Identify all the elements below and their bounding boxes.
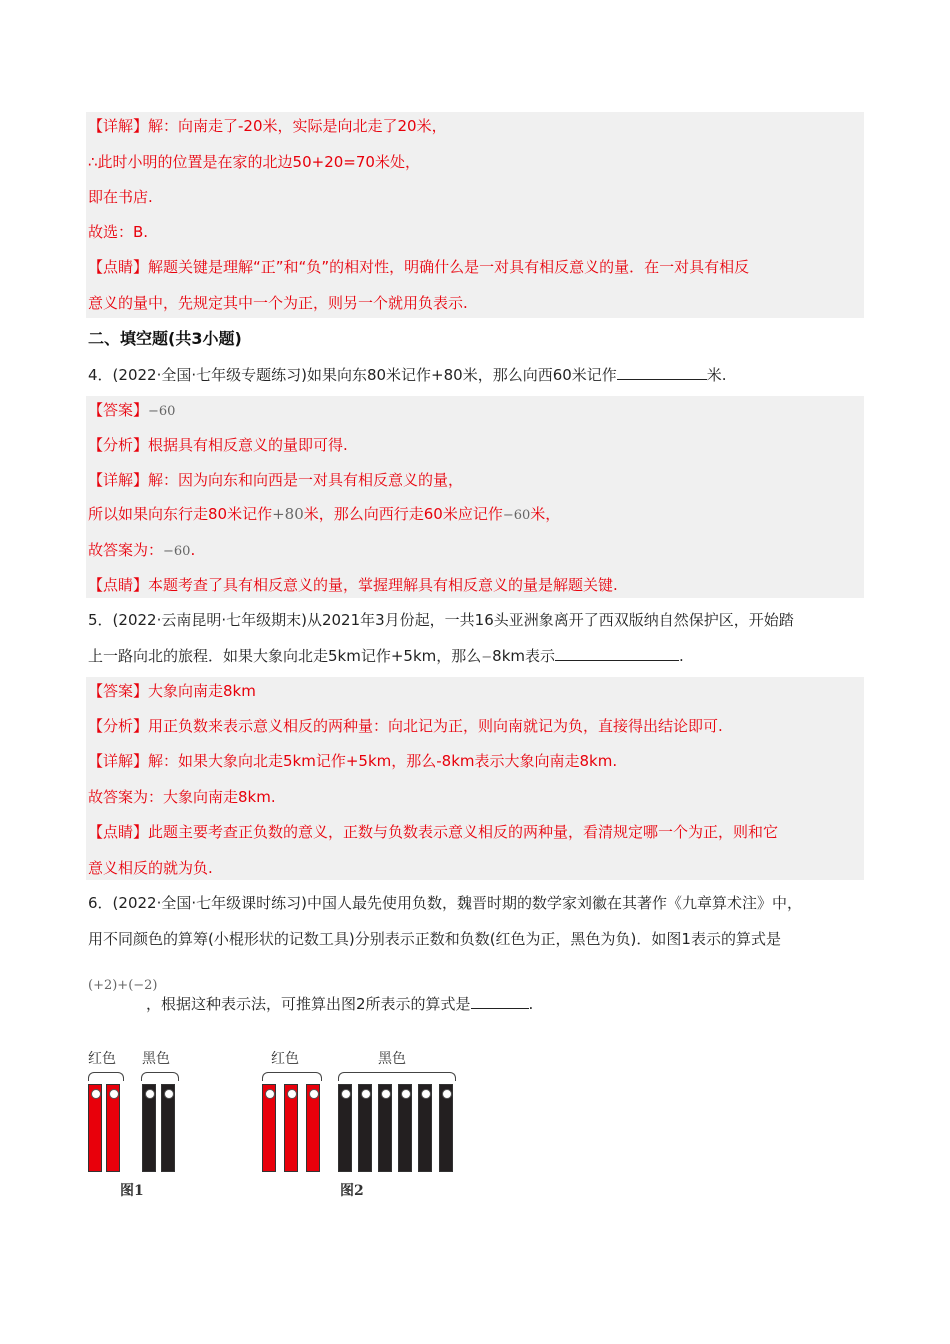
q5-question-line2 [88,645,684,669]
q5-question2-text-b: 8km表示 [492,647,556,665]
fig1-red-rod [106,1084,120,1172]
q5-solution-block [86,677,864,880]
fig2-red-rod [262,1084,276,1172]
fig1-black-rod [142,1084,156,1172]
fig2-black-rod [398,1084,412,1172]
fig1-black-brace [141,1072,179,1081]
q4-detail2-text-a: 所以如果向东行走80米记作 [88,505,273,523]
fig2-red-brace [262,1072,322,1081]
q6-expression: (+2)+(−2) [88,978,158,993]
fig1-caption: 图1 [120,1183,144,1199]
q6-question-line2: 用不同颜色的算筹(小棍形状的记数工具)分别表示正数和负数(红色为正，黑色为负)．如图1表示的算式是 [88,930,781,948]
q4-answer-blank [617,364,707,380]
q5-question2-text: 上一路向北的旅程．如果大象向北走5km记作+5km，那么 [88,647,482,665]
q4-detail2-math2: −60 [502,508,531,523]
q3-detail-line2: ∴此时小明的位置是在家的北边50+20=70米处， [88,153,420,171]
q3-detail-line3: 即在书店. [88,188,153,206]
q4-question-end: 米. [706,366,727,384]
q6-question-line3 [146,993,533,1015]
q5-question: 5．(2022·云南昆明·七年级期末)从2021年3月份起，一共16头亚洲象离开了西双版纳自然保护区，开始踏 [88,611,794,629]
fig2-caption: 图2 [340,1183,364,1199]
q4-question-text: 4．(2022·全国·七年级专题练习)如果向东80米记作+80米，那么向西60米记作 [88,366,617,384]
q5-final: 故答案为：大象向南走8km. [88,788,276,806]
q5-question2-math: − [481,650,493,665]
fig2-black-rod [418,1084,432,1172]
q5-detail: 【详解】解：如果大象向北走5km记作+5km，那么-8km表示大象向南走8km. [88,752,618,770]
q3-solution-block [86,112,864,318]
q4-answer-math: −60 [148,404,176,419]
fig2-black-rod [378,1084,392,1172]
q4-answer [88,399,175,423]
q5-answer: 【答案】大象向南走8km [88,682,256,700]
q6-answer-blank [471,993,529,1009]
q5-comment-line2: 意义相反的就为负. [88,859,213,877]
q5-question2-end: . [679,647,684,665]
q4-final-end: . [190,541,196,559]
q3-comment-line2: 意义的量中，先规定其中一个为正，则另一个就用负表示. [88,294,468,312]
q3-choice: 故选：B. [88,223,149,241]
q4-solution-block [86,396,864,598]
q4-detail: 【详解】解：因为向东和向西是一对具有相反意义的量， [88,471,464,489]
q4-question [88,364,727,386]
q4-detail-line2 [88,503,560,527]
q6-question3-text: ，根据这种表示法，可推算出图2所表示的算式是 [146,995,471,1013]
fig2-red-rod [306,1084,320,1172]
q5-answer-blank [555,645,679,661]
q5-comment: 【点睛】此题主要考查正负数的意义，正数与负数表示意义相反的两种量，看清规定哪一个为正，则和它 [88,823,779,841]
q6-question3-end: . [528,995,534,1013]
q3-comment: 【点睛】解题关键是理解“正”和“负”的相对性，明确什么是一对具有相反意义的量．在一对具有相反 [88,258,750,276]
q4-detail2-math1: +80 [272,505,304,523]
q4-analysis: 【分析】根据具有相反意义的量即可得. [88,436,348,454]
q4-final [88,539,195,563]
fig2-black-rod [358,1084,372,1172]
q4-final-text: 故答案为： [88,541,164,559]
q6-question: 6．(2022·全国·七年级课时练习)中国人最先使用负数，魏晋时期的数学家刘徽在其著作《九章算术注》中， [88,894,802,912]
fig1-red-label: 红色 [88,1051,116,1067]
q3-detail: 【详解】解：向南走了-20米，实际是向北走了20米， [88,117,447,135]
fig1-black-rod [161,1084,175,1172]
fig1-red-rod [88,1084,102,1172]
fig1-red-brace [88,1072,124,1081]
q4-detail2-text-b: 米，那么向西行走60米应记作 [303,505,503,523]
fig2-black-label: 黑色 [378,1051,406,1067]
fig2-black-rod [338,1084,352,1172]
fig2-black-brace [338,1072,456,1081]
fig2-black-rod [439,1084,453,1172]
fig2-red-label: 红色 [271,1051,299,1067]
q4-final-math: −60 [163,544,191,559]
q4-detail2-text-c: 米， [530,505,561,523]
fig1-black-label: 黑色 [142,1051,170,1067]
q4-comment: 【点睛】本题考查了具有相反意义的量，掌握理解具有相反意义的量是解题关键. [88,576,618,594]
section-title: 二、填空题(共3小题) [88,329,242,348]
q4-answer-label: 【答案】 [88,401,149,419]
q5-analysis: 【分析】用正负数来表示意义相反的两种量：向北记为正，则向南就记为负，直接得出结论即可. [88,717,723,735]
fig2-red-rod [284,1084,298,1172]
